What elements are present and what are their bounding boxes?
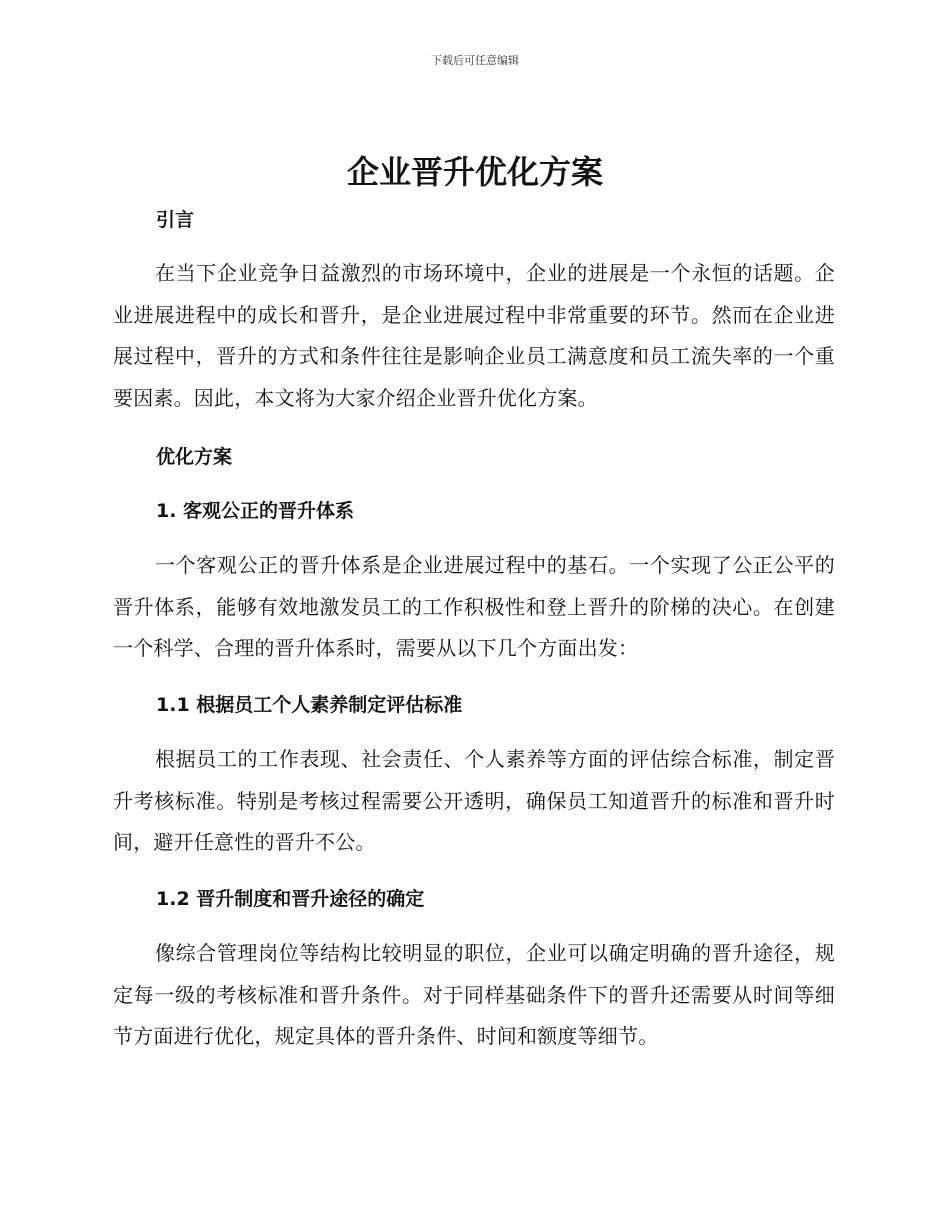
plan-heading: 优化方案 [156, 446, 233, 468]
section-1-heading: 1. 客观公正的晋升体系 [156, 500, 355, 522]
document-title: 企业晋升优化方案 [346, 153, 603, 191]
section-1-paragraph: 一个客观公正的晋升体系是企业进展过程中的基石。一个实现了公正公平的晋升体系，能够有效地激发员工的工作积极性和登上晋升的阶梯的决心。在创建一个科学、合理的晋升体系时，需要从以下几个方面出发： [113, 553, 835, 660]
section-1-1-heading: 1.1 根据员工个人素养制定评估标准 [156, 694, 463, 716]
section-1-2-heading: 1.2 晋升制度和晋升途径的确定 [156, 888, 425, 910]
intro-paragraph: 在当下企业竞争日益激烈的市场环境中，企业的进展是一个永恒的话题。企业进展进程中的成长和晋升，是企业进展过程中非常重要的环节。然而在企业进展过程中，晋升的方式和条件往往是影响企业员工满意度和员工流失率的一个重要因素。因此，本文将为大家介绍企业晋升优化方案。 [113, 261, 835, 410]
intro-heading: 引言 [156, 209, 195, 231]
page-header-note: 下载后可任意编辑 [431, 54, 519, 67]
section-1-2-paragraph: 像综合管理岗位等结构比较明显的职位，企业可以确定明确的晋升途径，规定每一级的考核标准和晋升条件。对于同样基础条件下的晋升还需要从时间等细节方面进行优化，规定具体的晋升条件、时间和额度等细节。 [113, 941, 835, 1048]
section-1-1-paragraph: 根据员工的工作表现、社会责任、个人素养等方面的评估综合标准，制定晋升考核标准。特别是考核过程需要公开透明，确保员工知道晋升的标准和晋升时间，避开任意性的晋升不公。 [113, 747, 835, 854]
